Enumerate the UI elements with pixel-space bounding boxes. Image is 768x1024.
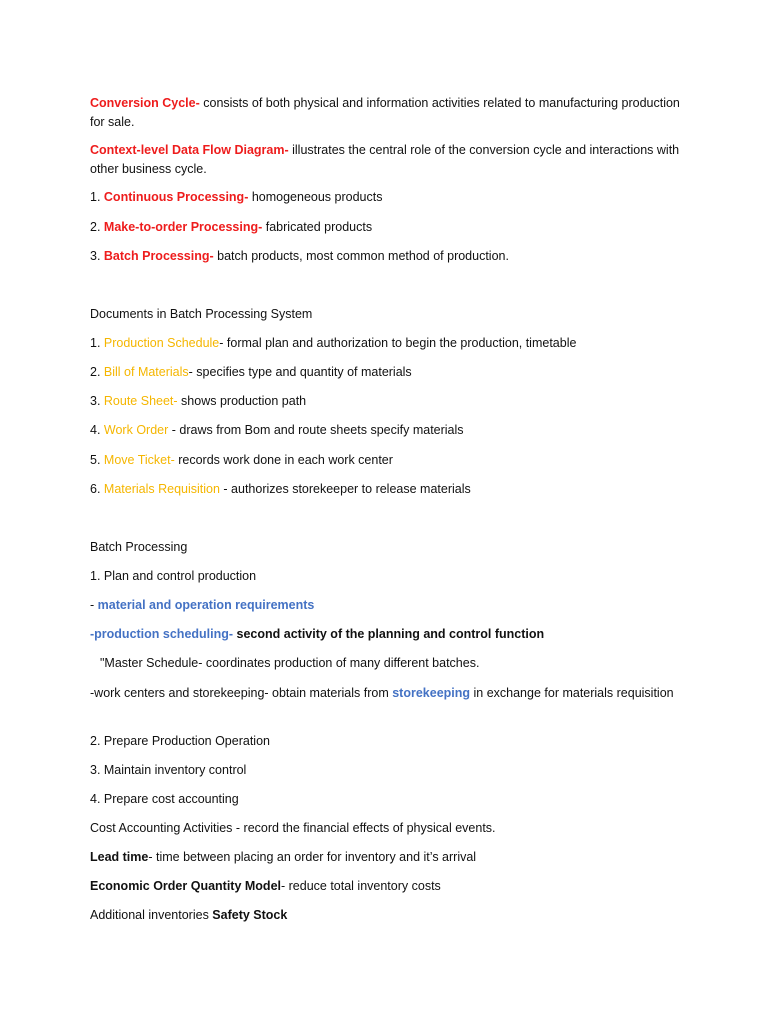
document-term: Production Schedule	[103, 336, 220, 350]
list-number: 3.	[90, 394, 104, 408]
processing-type-2	[90, 218, 680, 237]
storekeeping-term: storekeeping	[392, 686, 471, 700]
cost-accounting-item: 4. Prepare cost accounting	[90, 792, 239, 806]
material-requirements-term: material and operation requirements	[97, 598, 315, 612]
plan-control-item: 1. Plan and control production	[90, 569, 257, 583]
list-number: 1.	[90, 190, 104, 204]
list-number: 2.	[90, 220, 104, 234]
work-centers-paragraph	[90, 684, 680, 703]
context-dfd-paragraph	[90, 141, 680, 179]
lead-time-term: Lead time	[90, 850, 149, 864]
document-item-1	[90, 334, 680, 353]
processing-type-term: Make-to-order Processing-	[103, 220, 263, 234]
work-centers-suffix: in exchange for materials requisition	[470, 686, 674, 700]
document-term: Route Sheet-	[103, 394, 178, 408]
document-text: shows production path	[177, 394, 307, 408]
list-number: 6.	[90, 482, 104, 496]
document-text: - specifies type and quantity of materials	[188, 365, 412, 379]
additional-inventories-text: Additional inventories	[90, 908, 213, 922]
processing-type-text: batch products, most common method of production.	[213, 249, 509, 263]
processing-type-text: homogeneous products	[248, 190, 383, 204]
production-scheduling-line	[90, 625, 680, 644]
document-item-6	[90, 480, 680, 499]
list-number: 5.	[90, 453, 104, 467]
master-schedule-line: "Master Schedule- coordinates production of many different batches.	[100, 656, 480, 670]
list-number: 3.	[90, 249, 104, 263]
document-term: Move Ticket-	[103, 453, 175, 467]
document-item-5	[90, 451, 680, 470]
document-item-3	[90, 392, 680, 411]
prepare-operation-item: 2. Prepare Production Operation	[90, 734, 270, 748]
dash-prefix: -	[90, 598, 98, 612]
conversion-cycle-term: Conversion Cycle-	[90, 96, 200, 110]
work-centers-text: -work centers and storekeeping- obtain materials from	[90, 686, 393, 700]
processing-type-term: Continuous Processing-	[103, 190, 249, 204]
document-item-2	[90, 363, 680, 382]
context-dfd-term: Context-level Data Flow Diagram-	[90, 143, 289, 157]
conversion-cycle-text: consists of both physical and information activities related to manufacturing production for sale.	[90, 96, 680, 129]
conversion-cycle-paragraph	[90, 94, 680, 132]
additional-inventories-line	[90, 906, 680, 925]
list-number: 2.	[90, 365, 104, 379]
document-term: Materials Requisition	[103, 482, 220, 496]
eoq-line	[90, 877, 680, 896]
documents-heading: Documents in Batch Processing System	[90, 307, 313, 321]
document-term: Work Order	[103, 423, 169, 437]
inventory-control-item: 3. Maintain inventory control	[90, 763, 247, 777]
batch-processing-heading: Batch Processing	[90, 540, 188, 554]
production-scheduling-term: -production scheduling-	[90, 627, 234, 641]
processing-type-term: Batch Processing-	[103, 249, 214, 263]
eoq-text: - reduce total inventory costs	[281, 879, 441, 893]
processing-type-3	[90, 247, 680, 266]
lead-time-text: - time between placing an order for inventory and it’s arrival	[148, 850, 477, 864]
safety-stock-term: Safety Stock	[212, 908, 288, 922]
list-number: 1.	[90, 336, 104, 350]
cost-activities-line: Cost Accounting Activities - record the financial effects of physical events.	[90, 821, 496, 835]
lead-time-line	[90, 848, 680, 867]
material-requirements-line	[90, 596, 680, 615]
production-scheduling-text: second activity of the planning and control function	[233, 627, 545, 641]
document-text: records work done in each work center	[174, 453, 393, 467]
document-text: - authorizes storekeeper to release materials	[219, 482, 471, 496]
eoq-term: Economic Order Quantity Model	[90, 879, 281, 893]
document-item-4	[90, 421, 680, 440]
document-term: Bill of Materials	[103, 365, 189, 379]
document-text: - formal plan and authorization to begin the production, timetable	[219, 336, 577, 350]
list-number: 4.	[90, 423, 104, 437]
document-text: - draws from Bom and route sheets specify materials	[168, 423, 464, 437]
processing-type-1	[90, 188, 680, 207]
processing-type-text: fabricated products	[262, 220, 373, 234]
context-dfd-text: illustrates the central role of the conversion cycle and interactions with other business cycle.	[90, 143, 680, 176]
